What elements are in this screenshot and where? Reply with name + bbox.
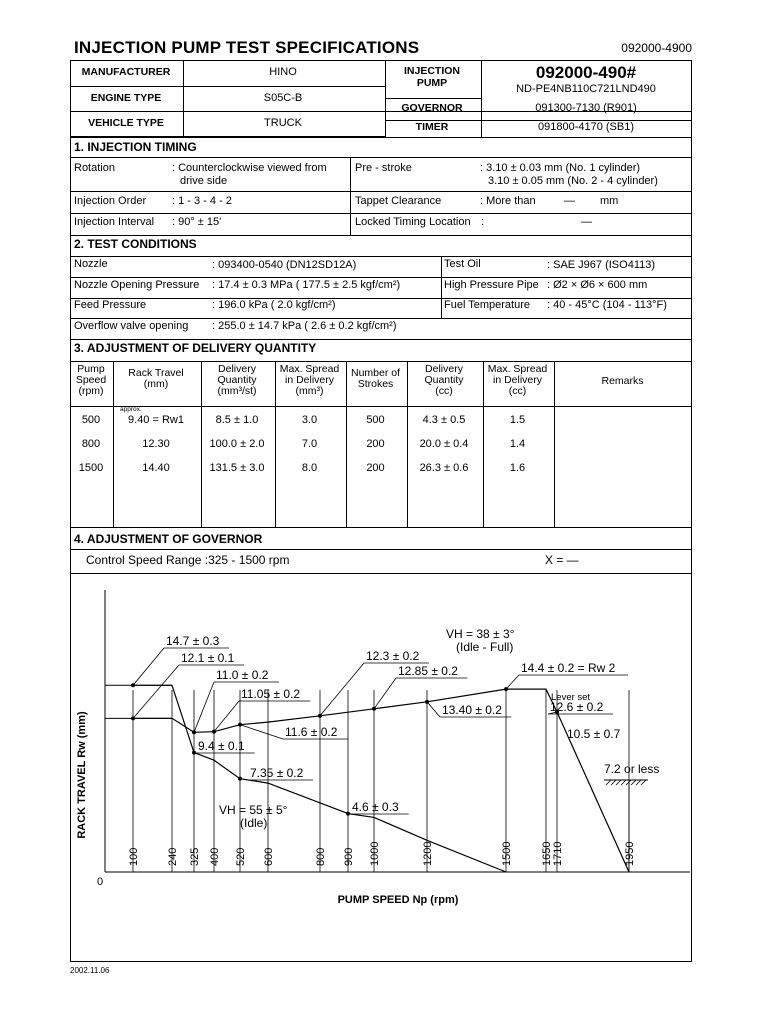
hatch-mark (616, 780, 621, 785)
x-tick-label: 1950 (624, 841, 636, 866)
chart-annotation: VH = 38 ± 3° (446, 627, 515, 641)
locked-timing-colon: : (481, 216, 485, 228)
chart-annotation: 12.6 ± 0.2 (550, 700, 604, 714)
rotation-label: Rotation (74, 162, 115, 174)
cell-rack: 9.40 = Rw1 (128, 414, 184, 426)
col-header-delivery-mm3: Delivery Quantity (mm³/st) (217, 363, 257, 397)
chart-annotation: 10.5 ± 0.7 (567, 727, 621, 741)
chart-annotation: 12.85 ± 0.2 (398, 664, 458, 678)
origin-label: 0 (97, 876, 104, 888)
pump-code: ND-PE4NB110C721LND490 (516, 83, 656, 95)
col-header-pump-speed: Pump Speed (rpm) (75, 363, 107, 397)
prestroke-value-2: 3.10 ± 0.05 mm (No. 2 - 4 cylinder) (488, 175, 658, 187)
cell-delivery-cc: 4.3 ± 0.5 (422, 414, 466, 426)
tappet-unit: mm (600, 195, 619, 207)
annotation-leader (374, 678, 396, 709)
cell-strokes: 500 (366, 414, 385, 426)
rotation-value-2: drive side (180, 175, 228, 187)
nozzle-label: Nozzle (74, 258, 108, 270)
test-conditions-title: 2. TEST CONDITIONS (74, 237, 197, 251)
chart-annotation: 4.6 ± 0.3 (352, 800, 399, 814)
chart-annotation: (Idle) (240, 816, 268, 830)
chart-annotation: 11.0 ± 0.2 (216, 668, 269, 682)
hatch-mark (611, 780, 616, 785)
hatch-mark (621, 780, 626, 785)
x-tick-label: 600 (263, 847, 275, 866)
col-header-spread-mm3: Max. Spread in Delivery (mm³) (279, 363, 340, 397)
y-axis-label: RACK TRAVEL Rw (mm) (76, 711, 88, 839)
governor-adjustment-title: 4. ADJUSTMENT OF GOVERNOR (74, 532, 263, 546)
col-header-rack-travel: Rack Travel (mm) (128, 367, 184, 390)
tappet-value: : More than (480, 195, 536, 207)
chart-annotation: Lever set (551, 692, 591, 703)
injection-pump-label: INJECTION PUMP (403, 65, 460, 89)
control-speed-range: Control Speed Range :325 - 1500 rpm (86, 553, 290, 567)
document-number: 092000-4900 (621, 41, 692, 55)
col-header-delivery-cc: Delivery Quantity (cc) (424, 363, 464, 397)
chart-annotation: 9.4 ± 0.1 (198, 739, 245, 753)
chart-annotation: 11.6 ± 0.2 (285, 725, 338, 739)
hatch-mark (641, 780, 646, 785)
overflow-valve-value: : 255.0 ± 14.7 kPa ( 2.6 ± 0.2 kgf/cm²) (212, 320, 397, 332)
chart-annotation: 7.35 ± 0.2 (250, 766, 304, 780)
rotation-value: : Counterclockwise viewed from (172, 162, 327, 174)
annotation-leader (427, 702, 440, 717)
x-tick-label: 800 (315, 847, 327, 866)
cell-speed: 500 (81, 414, 101, 426)
x-tick-label: 325 (189, 847, 201, 866)
tappet-dash: — (564, 195, 575, 207)
engine-type-label: ENGINE TYPE (90, 92, 162, 104)
injection-interval-value: : 90° ± 15' (172, 216, 222, 228)
manufacturer-label: MANUFACTURER (81, 66, 171, 78)
x-tick-label: 1710 (552, 841, 564, 866)
x-tick-label: 1500 (501, 841, 513, 866)
injection-order-value: : 1 - 3 - 4 - 2 (172, 195, 232, 207)
chart-annotation: 14.4 ± 0.2 = Rw 2 (521, 661, 616, 675)
fuel-temperature-label: Fuel Temperature (444, 299, 531, 311)
pump-number: 092000-490# (535, 63, 637, 82)
cell-delivery: 100.0 ± 2.0 (209, 438, 265, 450)
annotation-leader (506, 675, 519, 689)
timer-value: 091800-4170 (SB1) (537, 121, 634, 133)
x-tick-label: 100 (128, 847, 140, 866)
injection-interval-label: Injection Interval (74, 216, 155, 228)
vehicle-type-label: VEHICLE TYPE (88, 117, 164, 129)
prestroke-label: Pre - stroke (355, 162, 412, 174)
locked-timing-label: Locked Timing Location (355, 216, 471, 228)
engine-type-value: S05C-B (263, 92, 303, 104)
x-value: X = — (545, 553, 579, 567)
cell-strokes: 200 (366, 438, 385, 450)
hatch-mark (631, 780, 636, 785)
col-header-remarks: Remarks (601, 375, 644, 387)
chart-annotation: 7.2 or less (604, 762, 660, 776)
chart-annotation: VH = 55 ± 5° (219, 803, 288, 817)
chart-annotation: 12.1 ± 0.1 (181, 651, 235, 665)
test-oil-value: : SAE J967 (ISO4113) (547, 259, 656, 271)
annotation-leader (320, 663, 364, 716)
x-tick-label: 1650 (541, 841, 553, 866)
high-pressure-pipe-label: High Pressure Pipe (444, 279, 539, 291)
annotation-leader (214, 701, 239, 732)
governor-label: GOVERNOR (401, 102, 463, 114)
annotation-leader (133, 648, 164, 685)
annotation-leader (240, 725, 283, 739)
vehicle-type-value: TRUCK (264, 117, 302, 129)
cell-speed: 800 (81, 438, 101, 450)
feed-pressure-value: : 196.0 kPa ( 2.0 kgf/cm²) (212, 299, 336, 311)
cell-spread-cc: 1.4 (509, 438, 526, 450)
cell-spread-cc: 1.6 (509, 462, 526, 474)
col-header-strokes: Number of Strokes (350, 367, 401, 390)
cell-spread: 7.0 (301, 438, 318, 450)
cell-delivery: 131.5 ± 3.0 (209, 462, 265, 474)
page-title: INJECTION PUMP TEST SPECIFICATIONS (74, 38, 420, 57)
x-tick-label: 520 (235, 847, 247, 866)
x-axis-label: PUMP SPEED Np (rpm) (337, 894, 459, 906)
cell-spread-cc: 1.5 (509, 414, 526, 426)
test-oil-label: Test Oil (444, 258, 481, 270)
chart-annotation: 12.3 ± 0.2 (366, 649, 420, 663)
nozzle-opening-pressure-label: Nozzle Opening Pressure (74, 279, 200, 291)
approx-note: approx. (120, 406, 142, 413)
chart-annotation: 13.40 ± 0.2 (442, 703, 502, 717)
annotation-leader (194, 682, 214, 732)
prestroke-value: : 3.10 ± 0.03 mm (No. 1 cylinder) (480, 162, 641, 174)
timer-label: TIMER (415, 121, 449, 133)
tappet-label: Tappet Clearance (355, 195, 442, 207)
feed-pressure-label: Feed Pressure (74, 299, 147, 311)
hatch-mark (626, 780, 631, 785)
hatch-mark (606, 780, 611, 785)
x-tick-label: 900 (343, 847, 355, 866)
col-header-spread-cc: Max. Spread in Delivery (cc) (487, 363, 548, 397)
x-tick-label: 1200 (422, 841, 434, 866)
chart-annotation: 14.7 ± 0.3 (166, 634, 220, 648)
cell-strokes: 200 (366, 462, 385, 474)
overflow-valve-label: Overflow valve opening (74, 320, 189, 332)
nozzle-opening-pressure-value: : 17.4 ± 0.3 MPa ( 177.5 ± 2.5 kgf/cm²) (212, 279, 401, 291)
cell-rack: 12.30 (142, 438, 170, 450)
x-tick-label: 400 (209, 847, 221, 866)
cell-speed: 1500 (78, 462, 104, 474)
cell-delivery-cc: 26.3 ± 0.6 (419, 462, 469, 474)
injection-order-label: Injection Order (74, 195, 147, 207)
cell-spread: 3.0 (301, 414, 318, 426)
chart-annotation: 11.05 ± 0.2 (241, 687, 301, 701)
delivery-quantity-title: 3. ADJUSTMENT OF DELIVERY QUANTITY (74, 341, 317, 355)
footer-date: 2002.11.06 (70, 966, 110, 975)
nozzle-value: : 093400-0540 (DN12SD12A) (212, 259, 357, 271)
cell-rack: 14.40 (142, 462, 170, 474)
fuel-temperature-value: : 40 - 45°C (104 - 113°F) (547, 299, 667, 311)
hatch-mark (636, 780, 641, 785)
cell-spread: 8.0 (301, 462, 318, 474)
cell-delivery-cc: 20.0 ± 0.4 (419, 438, 469, 450)
locked-timing-value: — (581, 216, 592, 228)
x-tick-label: 240 (167, 847, 179, 866)
governor-value: 091300-7130 (R901) (535, 102, 637, 114)
x-tick-label: 1000 (369, 841, 381, 866)
cell-delivery: 8.5 ± 1.0 (215, 414, 259, 426)
injection-timing-title: 1. INJECTION TIMING (74, 140, 197, 154)
chart-annotation: (Idle - Full) (456, 640, 514, 654)
high-pressure-pipe-value: : Ø2 × Ø6 × 600 mm (547, 279, 648, 291)
manufacturer-value: HINO (269, 66, 297, 78)
